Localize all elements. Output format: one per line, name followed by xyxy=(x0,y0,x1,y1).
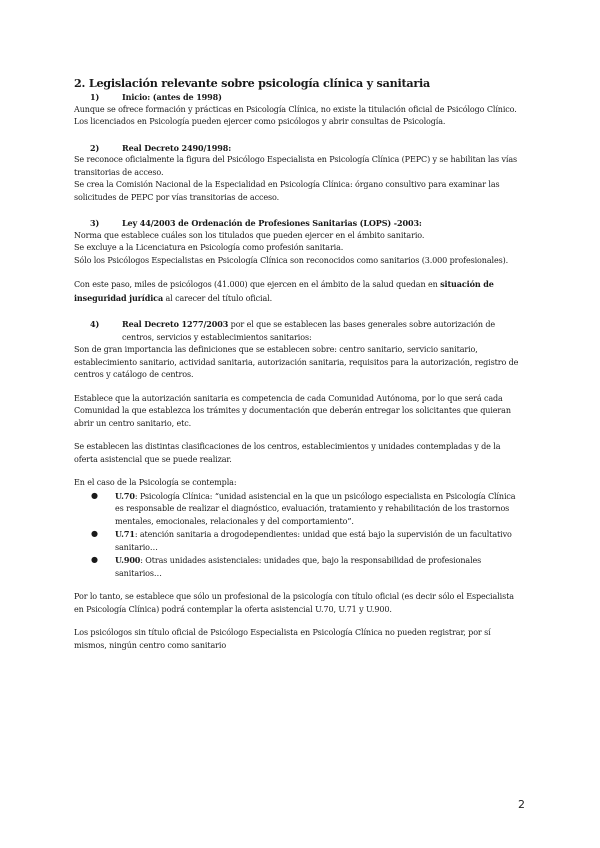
list-item: ● U.900: Otras unidades asistenciales: unidades que, bajo la responsabilidad de profesionales sanitarios… xyxy=(91,555,482,578)
page-number: 2 xyxy=(518,798,525,811)
item-3-paragraph-2: Se excluye a la Licenciatura en Psicología como profesión sanitaria. xyxy=(74,243,344,252)
legal-insecurity-emphasis: situación de inseguridad jurídica xyxy=(74,279,494,303)
item-2-paragraph-2: Se crea la Comisión Nacional de la Especialidad en Psicología Clínica: órgano consultivo para examinar las solicitudes de PEPC por vías transitorias de acceso. xyxy=(74,180,500,202)
item-3-title: Ley 44/2003 de Ordenación de Profesiones Sanitarias (LOPS) -2003: xyxy=(122,218,422,228)
item-3-paragraph-4: Con este paso, miles de psicólogos (41.000) que ejercen en el ámbito de la salud quedan en situación de inseguridad jurídica al carecer del título oficial. xyxy=(74,279,494,303)
item-3-paragraph-3: Sólo los Psicólogos Especialistas en Psicología Clínica son reconocidos como sanitarios (3.000 profesionales). xyxy=(74,255,509,265)
list-item: ● U.70: Psicología Clínica: “unidad asistencial en la que un psicólogo especialista en Psicología Clínica es responsable de realizar el diagnóstico, evaluación, tratamiento y rehabilitación de los trastornos mentales, emocionales, relacionales y del comportamiento”. xyxy=(91,490,516,526)
unit-list xyxy=(74,490,522,581)
item-2-paragraph-1: Se reconoce oficialmente la figura del Psicólogo Especialista en Psicología Clínica (PEPC) y se habilitan las vías transitorias de acceso. xyxy=(74,155,518,177)
item-1-paragraph-1: Aunque se ofrece formación y prácticas en Psicología Clínica, no existe la titulación oficial de Psicólogo Clínico. xyxy=(74,104,517,114)
item-4-paragraph-6: Los psicólogos sin título oficial de Psicólogo Especialista en Psicología Clínica no pueden registrar, por sí mismos, ningún centro como sanitario xyxy=(74,628,491,650)
item-2-number: 2) xyxy=(90,142,100,153)
item-3-paragraph-1: Norma que establece cuáles son los titulados que pueden ejercer en el ámbito sanitario. xyxy=(74,230,425,240)
item-1-paragraph-2: Los licenciados en Psicología pueden ejercer como psicólogos y abrir consultas de Psicología. xyxy=(74,117,446,126)
item-4-paragraph-2: Establece que la autorización sanitaria es competencia de cada Comunidad Autónoma, por lo que será cada Comunidad la que establezca los trámites y documentación que deberán entregar los solicitantes que quieran abrir un centro sanitario, etc. xyxy=(74,393,511,428)
section-heading: 2. Legislación relevante sobre psicología clínica y sanitaria xyxy=(74,76,431,90)
item-4-title: Real Decreto 1277/2003 por el que se establecen las bases generales sobre autorización de centros, servicios y establecimientos sanitarios: xyxy=(122,319,496,342)
bullet-icon: ● xyxy=(91,490,98,500)
item-2-header xyxy=(90,142,522,155)
item-4-paragraph-4: En el caso de la Psicología se contempla: xyxy=(74,478,237,487)
bullet-icon: ● xyxy=(91,529,98,538)
item-4-paragraph-1: Son de gran importancia las definiciones que se establecen sobre: centro sanitario, servicio sanitario, establecimiento sanitario, actividad sanitaria, autorización sanitaria, requisitos para la autorización, registro de centros y catálogo de centros. xyxy=(74,345,519,379)
item-1-header xyxy=(90,91,522,104)
bullet-icon: ● xyxy=(91,555,98,564)
item-4-number: 4) xyxy=(90,319,100,329)
item-4-paragraph-5: Por lo tanto, se establece que sólo un profesional de la psicología con título oficial (es decir sólo el Especialista en Psicología Clínica) podrá contemplar la oferta asistencial U.70, U.71 y U.900. xyxy=(74,592,514,614)
item-1-number: 1) xyxy=(90,92,100,102)
list-item: ● U.71: atención sanitaria a drogodependientes: unidad que está bajo la supervisión de un facultativo sanitario… xyxy=(91,529,512,552)
item-4-paragraph-3: Se establecen las distintas clasificaciones de los centros, establecimientos y unidades contempladas y de la oferta asistencial que se puede realizar. xyxy=(74,442,501,464)
page-content xyxy=(74,76,522,652)
item-4-header xyxy=(90,318,522,344)
item-2-title: Real Decreto 2490/1998: xyxy=(122,142,232,153)
item-1-title: Inicio: (antes de 1998) xyxy=(122,92,222,102)
item-3-header xyxy=(90,217,522,230)
item-3-number: 3) xyxy=(90,218,100,228)
